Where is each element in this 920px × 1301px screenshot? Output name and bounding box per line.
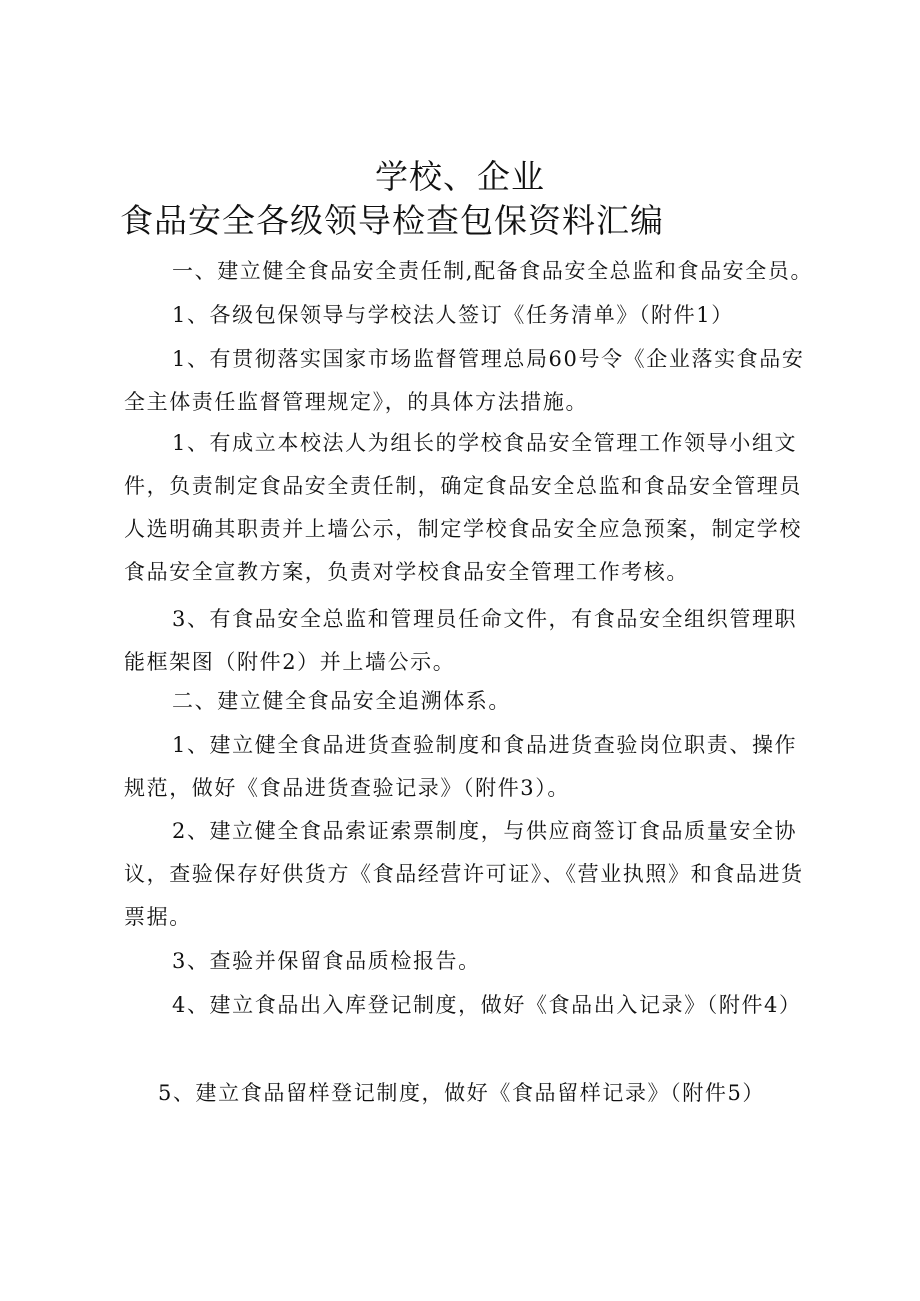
paragraph-item-2-1 [124,724,814,810]
paragraph-item-2-3 [124,940,814,983]
paragraph-item-3a [124,598,814,684]
paragraph-item-2-5 [110,1072,810,1115]
paragraph-text: 3、查验并保留食品质检报告。 [172,949,481,973]
paragraph-text: 2、建立健全食品索证索票制度，与供应商签订食品质量安全协议，查验保存好供货方《食品经营许可证》、《营业执照》和食品进货票据。 [124,819,804,929]
paragraph-item-2-4 [118,984,808,1027]
paragraph-item-2-2 [124,810,814,939]
document-title-line2: 食品安全各级领导检查包保资料汇编 [120,201,664,240]
paragraph-text: 4、建立食品出入库登记制度，做好《食品出入记录》（附件4） [172,993,802,1017]
paragraph-text: 3、有食品安全总监和管理员任命文件，有食品安全组织管理职能框架图（附件2）并上墙公示。 [124,607,798,674]
paragraph-text: 1、建立健全食品进货查验制度和食品进货查验岗位职责、操作规范，做好《食品进货查验记录》（附件3）。 [124,733,798,800]
paragraph-text: 5、建立食品留样登记制度，做好《食品留样记录》（附件5） [158,1081,766,1105]
paragraph-intro [124,250,824,293]
paragraph-text: 二、建立健全食品安全追溯体系。 [172,689,511,713]
paragraph-text: 一、建立健全食品安全责任制,配备食品安全总监和食品安全员。 [172,259,814,283]
document-title-line1: 学校、企业 [375,157,545,196]
paragraph-item-1c [124,422,814,594]
section-heading-2 [124,680,814,723]
paragraph-item-1a [124,294,814,337]
paragraph-text: 1、有贯彻落实国家市场监督管理总局60号令《企业落实食品安全主体责任监督管理规定》，的具体方法措施。 [124,347,805,414]
paragraph-item-1b [124,338,814,424]
paragraph-text: 1、有成立本校法人为组长的学校食品安全管理工作领导小组文件，负责制定食品安全责任制，确定食品安全总监和食品安全管理员人选明确其职责并上墙公示，制定学校食品安全应急预案，制定学校食品安全宣教方案，负责对学校食品安全管理工作考核。 [124,431,802,584]
paragraph-text: 1、各级包保领导与学校法人签订《任务清单》（附件1） [172,303,734,327]
